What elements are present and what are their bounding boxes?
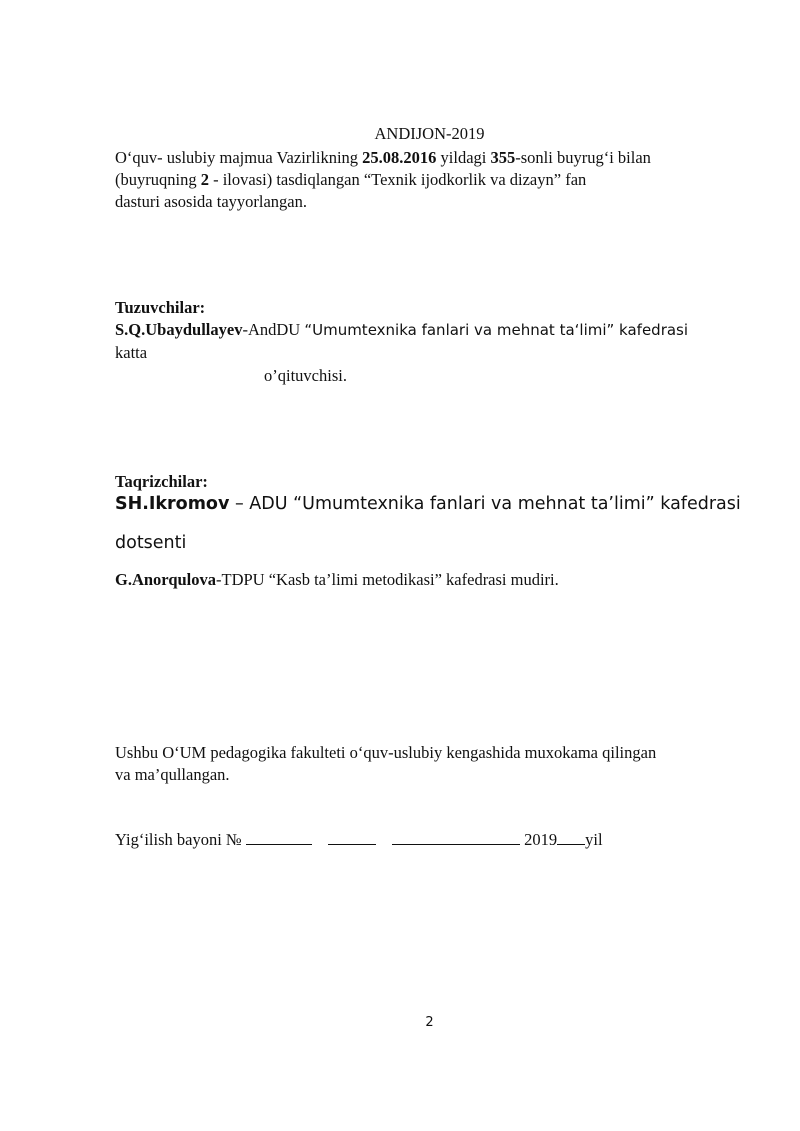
- approval-text-f: dasturi asosida tayyorlangan.: [115, 192, 307, 211]
- approval-text-c: -sonli buyrug‘i bilan: [515, 148, 651, 167]
- compiler-line: [115, 320, 743, 340]
- minutes-line: [115, 830, 743, 850]
- council-line-1: Ushbu O‘UM pedagogika fakulteti o‘quv-uslubiy kengashida muxokama qilingan: [115, 743, 657, 762]
- minutes-year: 2019: [524, 830, 558, 849]
- approval-date: 25.08.2016: [362, 148, 437, 167]
- order-number: 355: [490, 148, 516, 167]
- blank-year-suffix[interactable]: [557, 830, 585, 845]
- approval-line-1: [115, 148, 743, 168]
- approval-line-3: [115, 192, 743, 212]
- document-header: [0, 124, 800, 144]
- blank-day[interactable]: [328, 830, 376, 845]
- approval-text-b: yildagi: [440, 148, 491, 167]
- approval-text-e: - ilovasi) tasdiqlangan “Texnik ijodkorlik va dizayn” fan: [208, 170, 587, 189]
- approval-text-a: O‘quv- uslubiy majmua Vazirlikning: [115, 148, 363, 167]
- approval-line-2: [115, 170, 743, 190]
- page-number: 2: [425, 1015, 434, 1030]
- compiler-dept: “Umumtexnika fanlari va mehnat ta‘limi” kafedrasi: [304, 321, 689, 339]
- council-line-2: va ma’qullangan.: [115, 765, 230, 784]
- appendix-number: 2: [200, 170, 209, 189]
- reviewers-heading: Taqrizchilar:: [115, 472, 208, 491]
- compilers-heading: Tuzuvchilar:: [115, 298, 206, 317]
- compiler-rank-line-2: o’qituvchisi.: [264, 366, 347, 385]
- compiler-name: S.Q.Ubaydullayev: [115, 320, 243, 339]
- reviewer-1-title: dotsenti: [115, 533, 187, 553]
- compiler-rank-line-1: katta: [115, 343, 148, 362]
- reviewer-2-dept: -TDPU “Kasb ta’limi metodikasi” kafedrasi mudiri.: [216, 570, 559, 589]
- reviewer-2-name: G.Anorqulova: [115, 570, 217, 589]
- reviewer-1-name: SH.Ikromov: [115, 494, 230, 514]
- blank-number[interactable]: [246, 830, 312, 845]
- city-year: ANDIJON-2019: [374, 124, 485, 143]
- minutes-suffix: yil: [585, 830, 603, 849]
- reviewer-1-dept: – ADU “Umumtexnika fanlari va mehnat ta’limi” kafedrasi: [229, 494, 741, 514]
- approval-text-d: (buyruqning: [115, 170, 201, 189]
- compiler-org: -AndDU: [242, 320, 305, 339]
- blank-month[interactable]: [392, 830, 520, 845]
- reviewer-2-line: [115, 570, 743, 590]
- reviewer-1-line: [115, 494, 743, 514]
- minutes-prefix: Yig‘ilish bayoni №: [115, 830, 242, 849]
